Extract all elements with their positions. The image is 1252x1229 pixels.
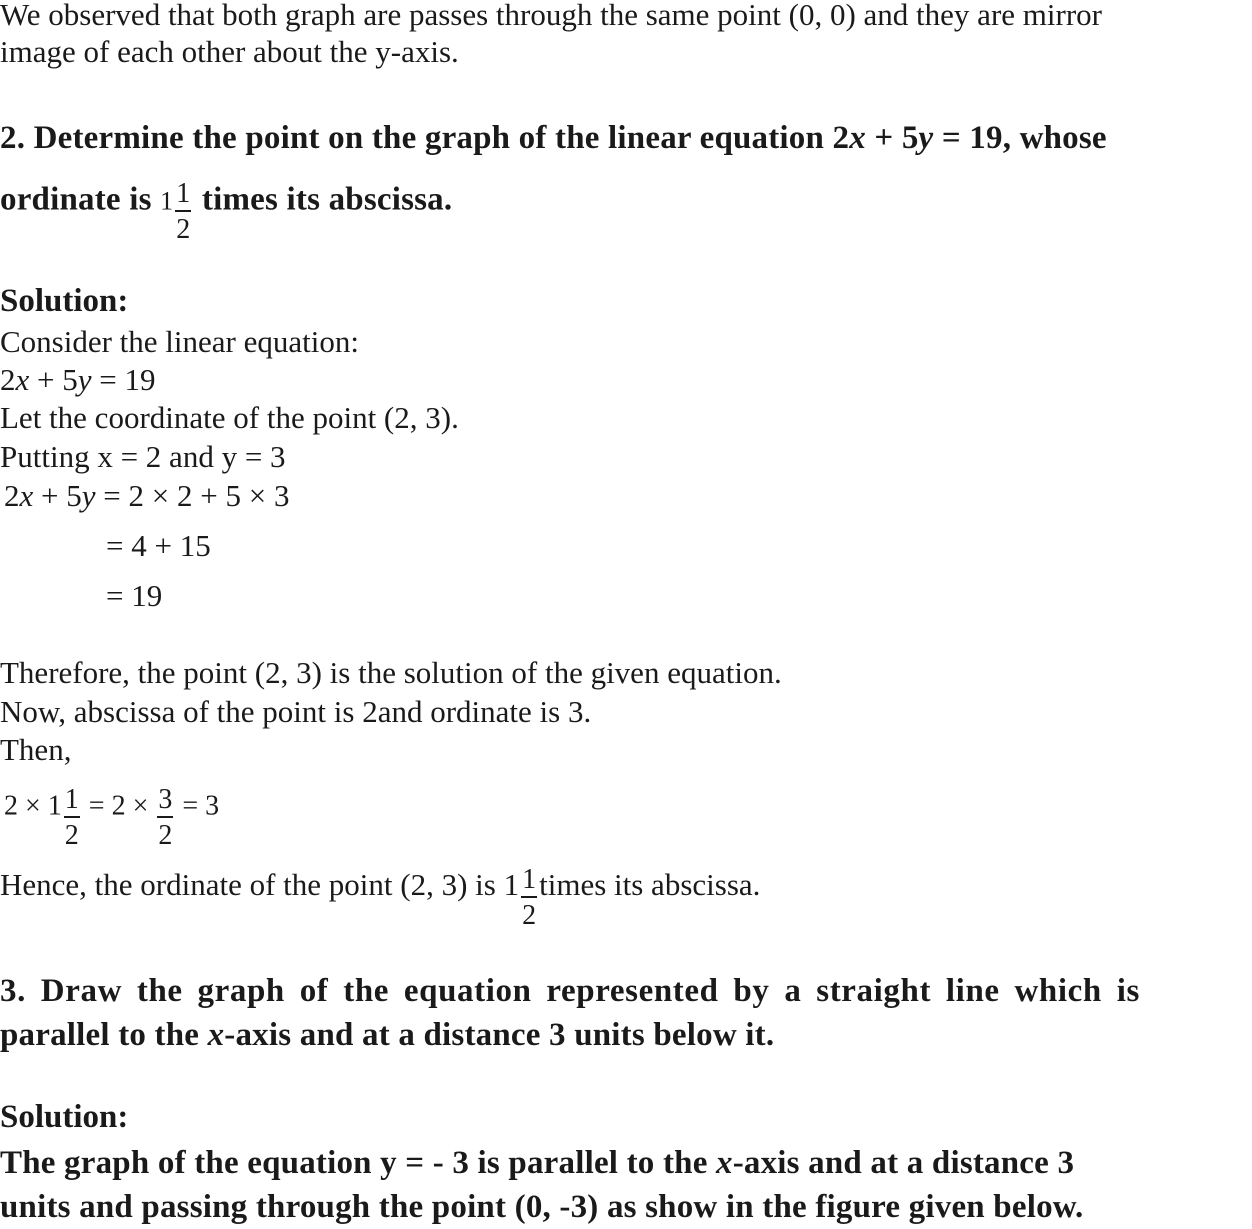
- eq-var-y: y: [918, 120, 934, 156]
- eq-coef: 2: [0, 362, 16, 397]
- mixed-fraction-whole: 1: [160, 186, 174, 216]
- var-x: x: [716, 1145, 733, 1181]
- eq-rhs: = 2 × 2 + 5 × 3: [95, 478, 290, 513]
- fraction: [175, 180, 191, 244]
- eq-var-y: y: [81, 478, 96, 513]
- fraction-denominator: 2: [158, 820, 173, 851]
- eq-part: = 2 ×: [81, 790, 156, 822]
- fraction-numerator: 3: [157, 786, 173, 818]
- solution-3-line-2: units and passing through the point (0, -3) as show in the figure given below.: [0, 1189, 1084, 1225]
- intro-line-2: image of each other about the y-axis.: [0, 34, 459, 69]
- solution-line: Consider the linear equation:: [0, 324, 359, 359]
- fraction-denominator: 2: [176, 214, 191, 245]
- solution-text: The graph of the equation y = - 3 is parallel to the: [0, 1145, 716, 1181]
- calc-line-3: = 19: [106, 578, 163, 613]
- fraction-equation: [4, 776, 220, 851]
- question-text: parallel to the: [0, 1017, 208, 1053]
- solution-3-line-1: [0, 1141, 1074, 1185]
- intro-line-1: We observed that both graph are passes through the same point (0, 0) and they are mirror: [0, 0, 1102, 32]
- eq-var-x: x: [15, 362, 30, 397]
- solution-heading: Solution:: [0, 283, 129, 319]
- solution-line: Let the coordinate of the point (2, 3).: [0, 400, 459, 435]
- conclusion-text: times its abscissa.: [539, 867, 761, 903]
- fraction-numerator: 1: [175, 180, 191, 212]
- solution-line: Therefore, the point (2, 3) is the solution of the given equation.: [0, 655, 782, 690]
- var-x: x: [207, 1017, 225, 1053]
- fraction: [64, 786, 80, 850]
- conclusion-text: Hence, the ordinate of the point (2, 3) is: [0, 867, 504, 903]
- question-number: 2.: [0, 120, 26, 156]
- calc-line-2: = 4 + 15: [106, 528, 211, 563]
- question-2-line-1: [0, 116, 1107, 160]
- fraction-numerator: 1: [64, 786, 80, 818]
- solution-line: Then,: [0, 732, 72, 767]
- eq-part: 2 × 1: [4, 790, 62, 822]
- fraction: [157, 786, 173, 850]
- question-text: ordinate is: [0, 181, 161, 218]
- mixed-fraction-whole: 1: [503, 867, 520, 903]
- eq-var-x: x: [849, 120, 866, 156]
- eq-part: = 3: [175, 790, 220, 822]
- solution-line: Now, abscissa of the point is 2and ordinate is 3.: [0, 694, 592, 729]
- eq-coef: 2: [832, 120, 850, 156]
- calc-line-1: [4, 476, 289, 516]
- eq-coef: 2: [4, 478, 20, 513]
- solution-line: Putting x = 2 and y = 3: [0, 439, 286, 474]
- fraction: [521, 866, 537, 930]
- question-2-line-2: [0, 170, 453, 245]
- solution-text: -axis and at a distance 3: [732, 1145, 1075, 1181]
- eq-var-x: x: [19, 478, 34, 513]
- fraction-numerator: 1: [521, 866, 537, 898]
- question-3-line-1: 3. Draw the graph of the equation represented by a straight line which is: [0, 973, 1140, 1009]
- question-3-line-2: [0, 1013, 774, 1057]
- question-text: times its abscissa.: [193, 181, 453, 218]
- fraction-denominator: 2: [64, 820, 79, 851]
- eq-coef: + 5: [865, 120, 919, 156]
- equation-line: [0, 361, 156, 399]
- eq-coef: + 5: [33, 478, 82, 513]
- eq-rest: = 19: [91, 362, 156, 397]
- conclusion-line: [0, 856, 761, 931]
- solution-heading: Solution:: [0, 1099, 129, 1135]
- question-text: Determine the point on the graph of the linear equation: [33, 120, 833, 156]
- fraction-denominator: 2: [522, 900, 537, 931]
- eq-rest: = 19, whose: [933, 120, 1107, 156]
- eq-coef: + 5: [29, 362, 78, 397]
- eq-var-y: y: [77, 362, 92, 397]
- question-text: -axis and at a distance 3 units below it.: [224, 1017, 775, 1053]
